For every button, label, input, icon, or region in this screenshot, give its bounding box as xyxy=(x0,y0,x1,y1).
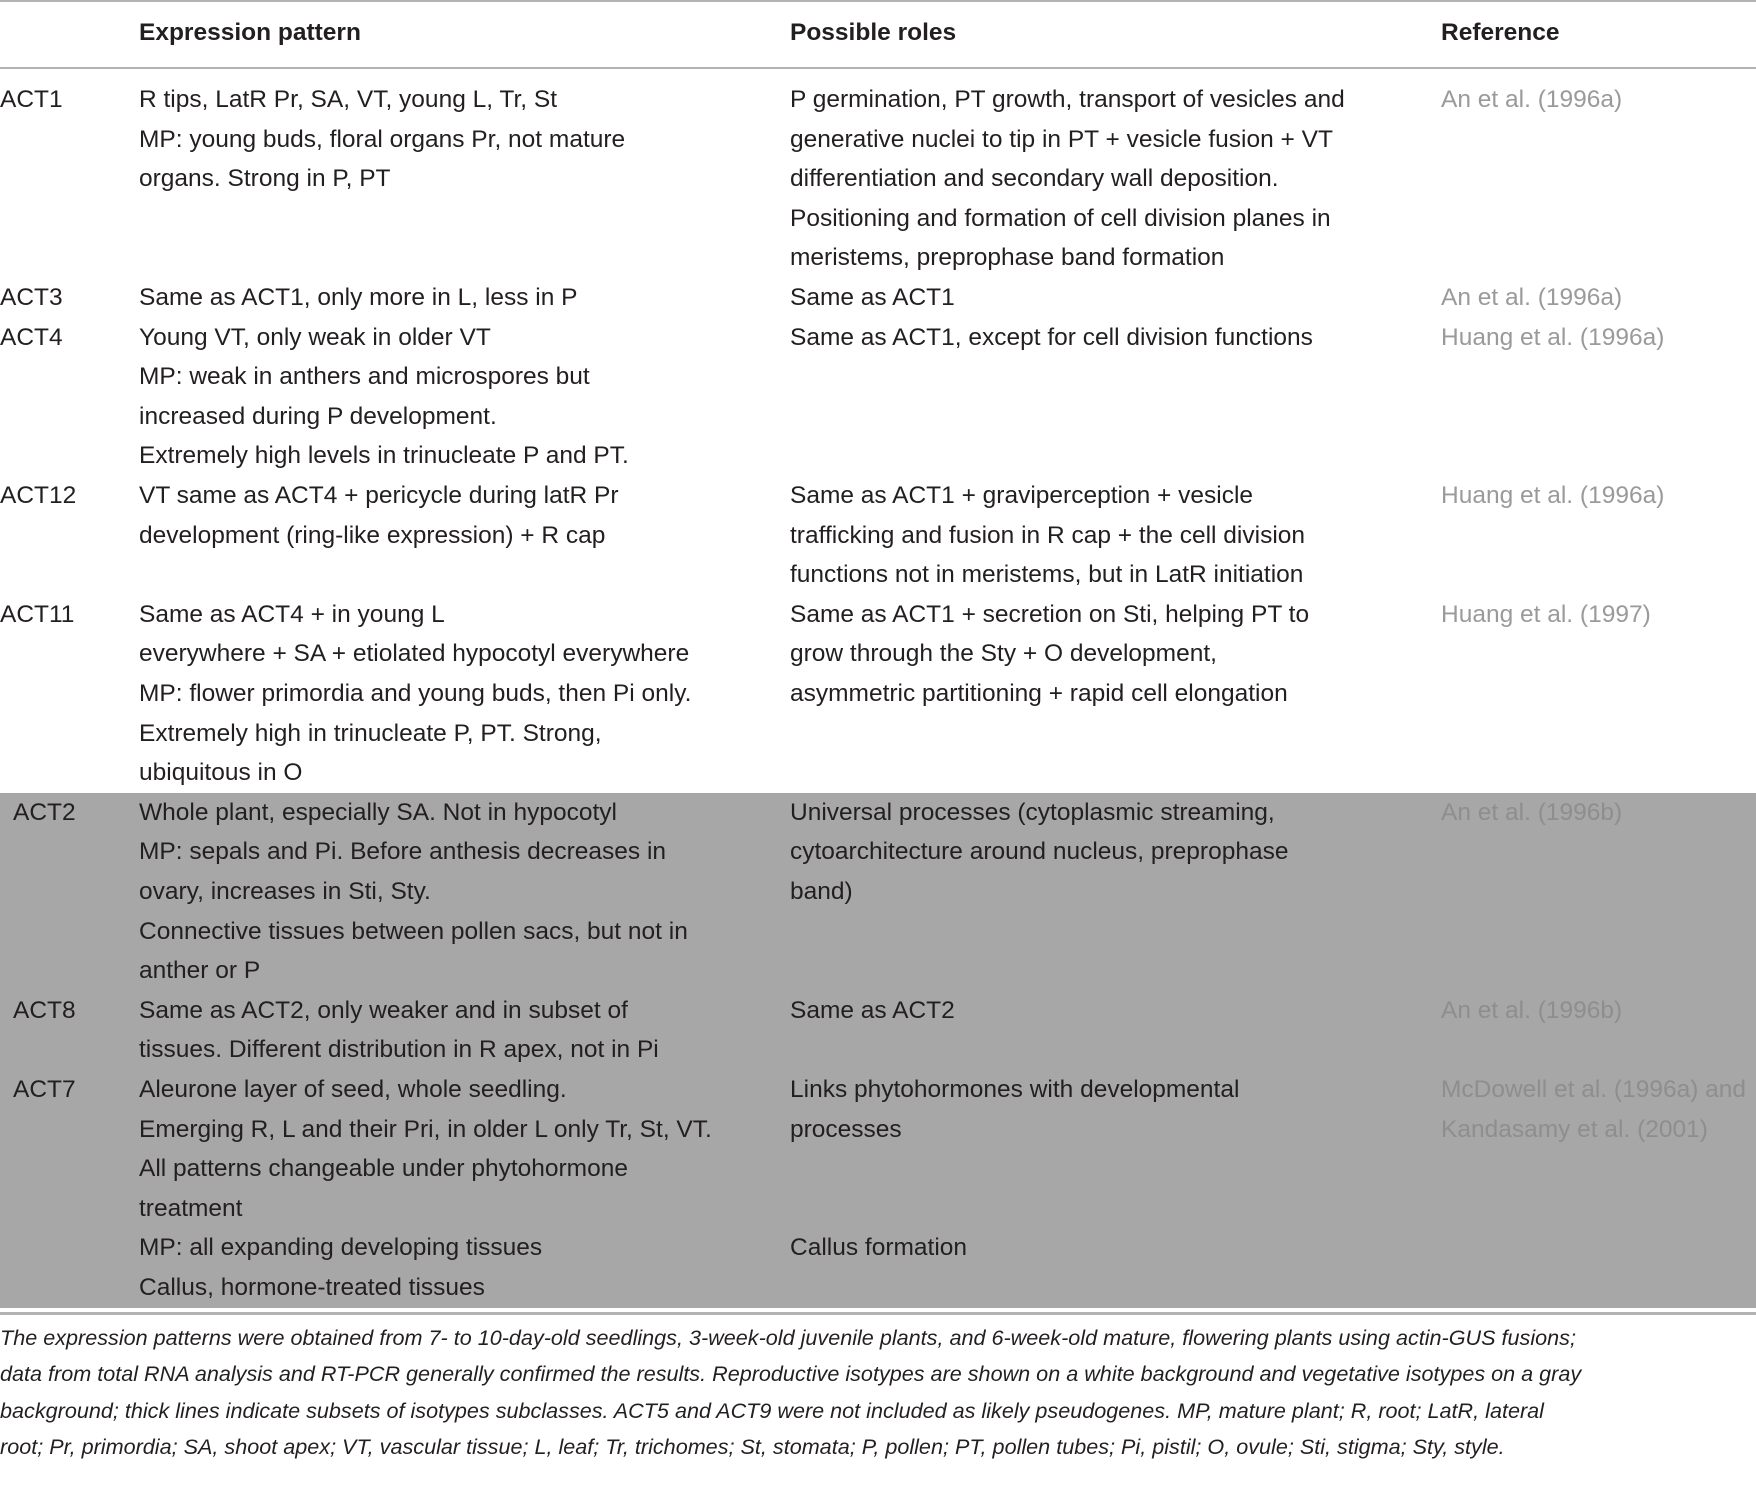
possible-roles-line: Same as ACT1, except for cell division functions xyxy=(790,323,1313,351)
expression-pattern-line: anther or P xyxy=(139,957,261,985)
table-row xyxy=(0,476,1756,595)
expression-pattern-cell xyxy=(139,80,625,199)
expression-pattern-line: MP: all expanding developing tissues xyxy=(139,1234,543,1262)
table-row xyxy=(0,1070,1756,1308)
table-row xyxy=(0,278,1756,318)
possible-roles-line: Same as ACT1 + graviperception + vesicle xyxy=(790,481,1254,509)
possible-roles-cell xyxy=(790,80,1345,278)
reference-line: An et al. (1996b) xyxy=(1441,996,1623,1024)
possible-roles-cell xyxy=(790,318,1313,358)
expression-pattern-line: ubiquitous in O xyxy=(139,759,303,787)
reference-cell xyxy=(1441,278,1622,318)
expression-pattern-cell xyxy=(139,595,691,793)
expression-pattern-line: Same as ACT1, only more in L, less in P xyxy=(139,284,578,311)
possible-roles-cell xyxy=(790,793,1288,912)
possible-roles-line: differentiation and secondary wall deposition. xyxy=(790,165,1279,193)
possible-roles-line: Universal processes (cytoplasmic streaming, xyxy=(790,798,1275,826)
isotype-id: ACT4 xyxy=(0,323,63,351)
expression-pattern-line: MP: young buds, floral organs Pr, not mature xyxy=(139,125,626,153)
expression-pattern-line: R tips, LatR Pr, SA, VT, young L, Tr, St xyxy=(139,86,558,113)
possible-roles-line: asymmetric partitioning + rapid cell elongation xyxy=(790,679,1288,707)
possible-roles-cell xyxy=(790,476,1305,595)
footnote-line: background; thick lines indicate subsets of isotypes subclasses. ACT5 and ACT9 were not included as likely pseudogenes. MP, mature plant; R, root; LatR, lateral xyxy=(0,1397,1544,1423)
expression-pattern-cell xyxy=(139,278,577,318)
possible-roles-line: band) xyxy=(790,877,853,905)
expression-pattern-line: treatment xyxy=(139,1194,243,1222)
header-possible-roles: Possible roles xyxy=(790,19,957,46)
expression-pattern-line: ovary, increases in Sti, Sty. xyxy=(139,877,431,905)
expression-pattern-line: Same as ACT2, only weaker and in subset of xyxy=(139,996,628,1024)
isotype-id: ACT7 xyxy=(13,1075,76,1103)
possible-roles-line: processes xyxy=(790,1115,902,1143)
possible-roles-line: Same as ACT2 xyxy=(790,996,955,1024)
expression-pattern-line: increased during P development. xyxy=(139,402,497,430)
possible-roles-line: functions not in meristems, but in LatR initiation xyxy=(790,561,1304,589)
table-row xyxy=(0,793,1756,991)
isotype-id: ACT11 xyxy=(0,600,75,628)
expression-pattern-line: development (ring-like expression) + R cap xyxy=(139,521,606,549)
bottom-rule xyxy=(0,1312,1756,1315)
reference-line: McDowell et al. (1996a) and xyxy=(1441,1075,1747,1103)
reference-cell xyxy=(1441,991,1622,1031)
table-header xyxy=(0,0,1756,68)
expression-pattern-cell xyxy=(139,1070,712,1308)
possible-roles-line: Links phytohormones with developmental xyxy=(790,1075,1240,1103)
expression-pattern-line: Aleurone layer of seed, whole seedling. xyxy=(139,1075,567,1103)
expression-pattern-cell xyxy=(139,991,659,1070)
possible-roles-cell xyxy=(790,278,955,318)
reference-line: Kandasamy et al. (2001) xyxy=(1441,1115,1708,1143)
expression-pattern-line: Extremely high levels in trinucleate P and PT. xyxy=(139,442,629,470)
possible-roles-line xyxy=(790,1189,1239,1229)
reference-line: Huang et al. (1997) xyxy=(1441,600,1651,628)
header-rule xyxy=(0,67,1756,69)
possible-roles-line: trafficking and fusion in R cap + the cell division xyxy=(790,521,1306,549)
reference-cell xyxy=(1441,318,1664,358)
reference-line: Huang et al. (1996a) xyxy=(1441,481,1665,509)
expression-pattern-line: everywhere + SA + etiolated hypocotyl everywhere xyxy=(139,640,690,668)
possible-roles-line: Same as ACT1 + secretion on Sti, helping PT to xyxy=(790,600,1310,628)
expression-pattern-line: Connective tissues between pollen sacs, but not in xyxy=(139,917,688,945)
possible-roles-cell xyxy=(790,595,1309,714)
header-expression-pattern: Expression pattern xyxy=(139,19,361,46)
expression-pattern-line: organs. Strong in P, PT xyxy=(139,165,391,193)
table-row xyxy=(0,80,1756,278)
possible-roles-cell xyxy=(790,1070,1239,1268)
reference-cell xyxy=(1441,1070,1746,1149)
reference-cell xyxy=(1441,793,1622,833)
expression-pattern-line: VT same as ACT4 + pericycle during latR Pr xyxy=(139,481,619,509)
reference-cell xyxy=(1441,476,1664,516)
expression-pattern-cell xyxy=(139,318,629,476)
expression-pattern-cell xyxy=(139,476,619,555)
possible-roles-line: P germination, PT growth, transport of vesicles and xyxy=(790,86,1345,113)
possible-roles-line: Positioning and formation of cell division planes in xyxy=(790,204,1331,232)
expression-pattern-line: Young VT, only weak in older VT xyxy=(139,323,491,351)
possible-roles-line: meristems, preprophase band formation xyxy=(790,244,1225,272)
footnote-line: The expression patterns were obtained from 7- to 10-day-old seedlings, 3-week-old juvenile plants, and 6-week-old mature, flowering plants using actin-GUS fusions; xyxy=(0,1325,1576,1350)
expression-pattern-line: Callus, hormone-treated tissues xyxy=(139,1273,485,1301)
possible-roles-line xyxy=(790,1149,1239,1189)
expression-pattern-line: tissues. Different distribution in R apex, not in Pi xyxy=(139,1036,659,1064)
table-row xyxy=(0,991,1756,1070)
reference-line: An et al. (1996a) xyxy=(1441,284,1623,311)
isotype-id: ACT8 xyxy=(13,996,76,1024)
footnote-line: root; Pr, primordia; SA, shoot apex; VT, vascular tissue; L, leaf; Tr, trichomes; St, stomata; P, pollen; PT, pollen tubes; Pi, pistil; O, ovule; Sti, stigma; Sty, style. xyxy=(0,1434,1505,1460)
isotype-id: ACT2 xyxy=(13,798,76,826)
table-body xyxy=(0,80,1756,1308)
possible-roles-line: grow through the Sty + O development, xyxy=(790,640,1217,668)
expression-pattern-line: MP: weak in anthers and microspores but xyxy=(139,363,590,391)
table-footnote xyxy=(0,1320,1740,1466)
isotype-id: ACT1 xyxy=(0,86,63,113)
expression-pattern-line: MP: sepals and Pi. Before anthesis decreases in xyxy=(139,838,667,866)
header-reference: Reference xyxy=(1441,19,1560,46)
possible-roles-line: Same as ACT1 xyxy=(790,284,955,311)
expression-pattern-line: Same as ACT4 + in young L xyxy=(139,600,445,628)
footnote-line: data from total RNA analysis and RT-PCR generally confirmed the results. Reproductive isotypes are shown on a white background and vegetative isotypes on a gray xyxy=(0,1361,1582,1387)
possible-roles-line: cytoarchitecture around nucleus, preprophase xyxy=(790,838,1289,866)
possible-roles-line: Callus formation xyxy=(790,1234,968,1262)
table-row xyxy=(0,318,1756,476)
expression-pattern-line: Extremely high in trinucleate P, PT. Strong, xyxy=(139,719,602,747)
isotype-id: ACT12 xyxy=(0,481,77,509)
table-row xyxy=(0,595,1756,793)
reference-cell xyxy=(1441,80,1622,120)
reference-line: An et al. (1996a) xyxy=(1441,86,1623,113)
expression-pattern-line: MP: flower primordia and young buds, then Pi only. xyxy=(139,679,692,707)
isotype-id: ACT3 xyxy=(0,284,63,311)
reference-line: An et al. (1996b) xyxy=(1441,798,1623,826)
expression-pattern-line: All patterns changeable under phytohormone xyxy=(139,1155,628,1183)
reference-line: Huang et al. (1996a) xyxy=(1441,323,1665,351)
expression-pattern-line: Emerging R, L and their Pri, in older L only Tr, St, VT. xyxy=(139,1115,712,1143)
expression-pattern-line: Whole plant, especially SA. Not in hypocotyl xyxy=(139,798,617,826)
possible-roles-line: generative nuclei to tip in PT + vesicle fusion + VT xyxy=(790,125,1333,153)
reference-cell xyxy=(1441,595,1651,635)
possible-roles-cell xyxy=(790,991,955,1031)
expression-pattern-cell xyxy=(139,793,688,991)
